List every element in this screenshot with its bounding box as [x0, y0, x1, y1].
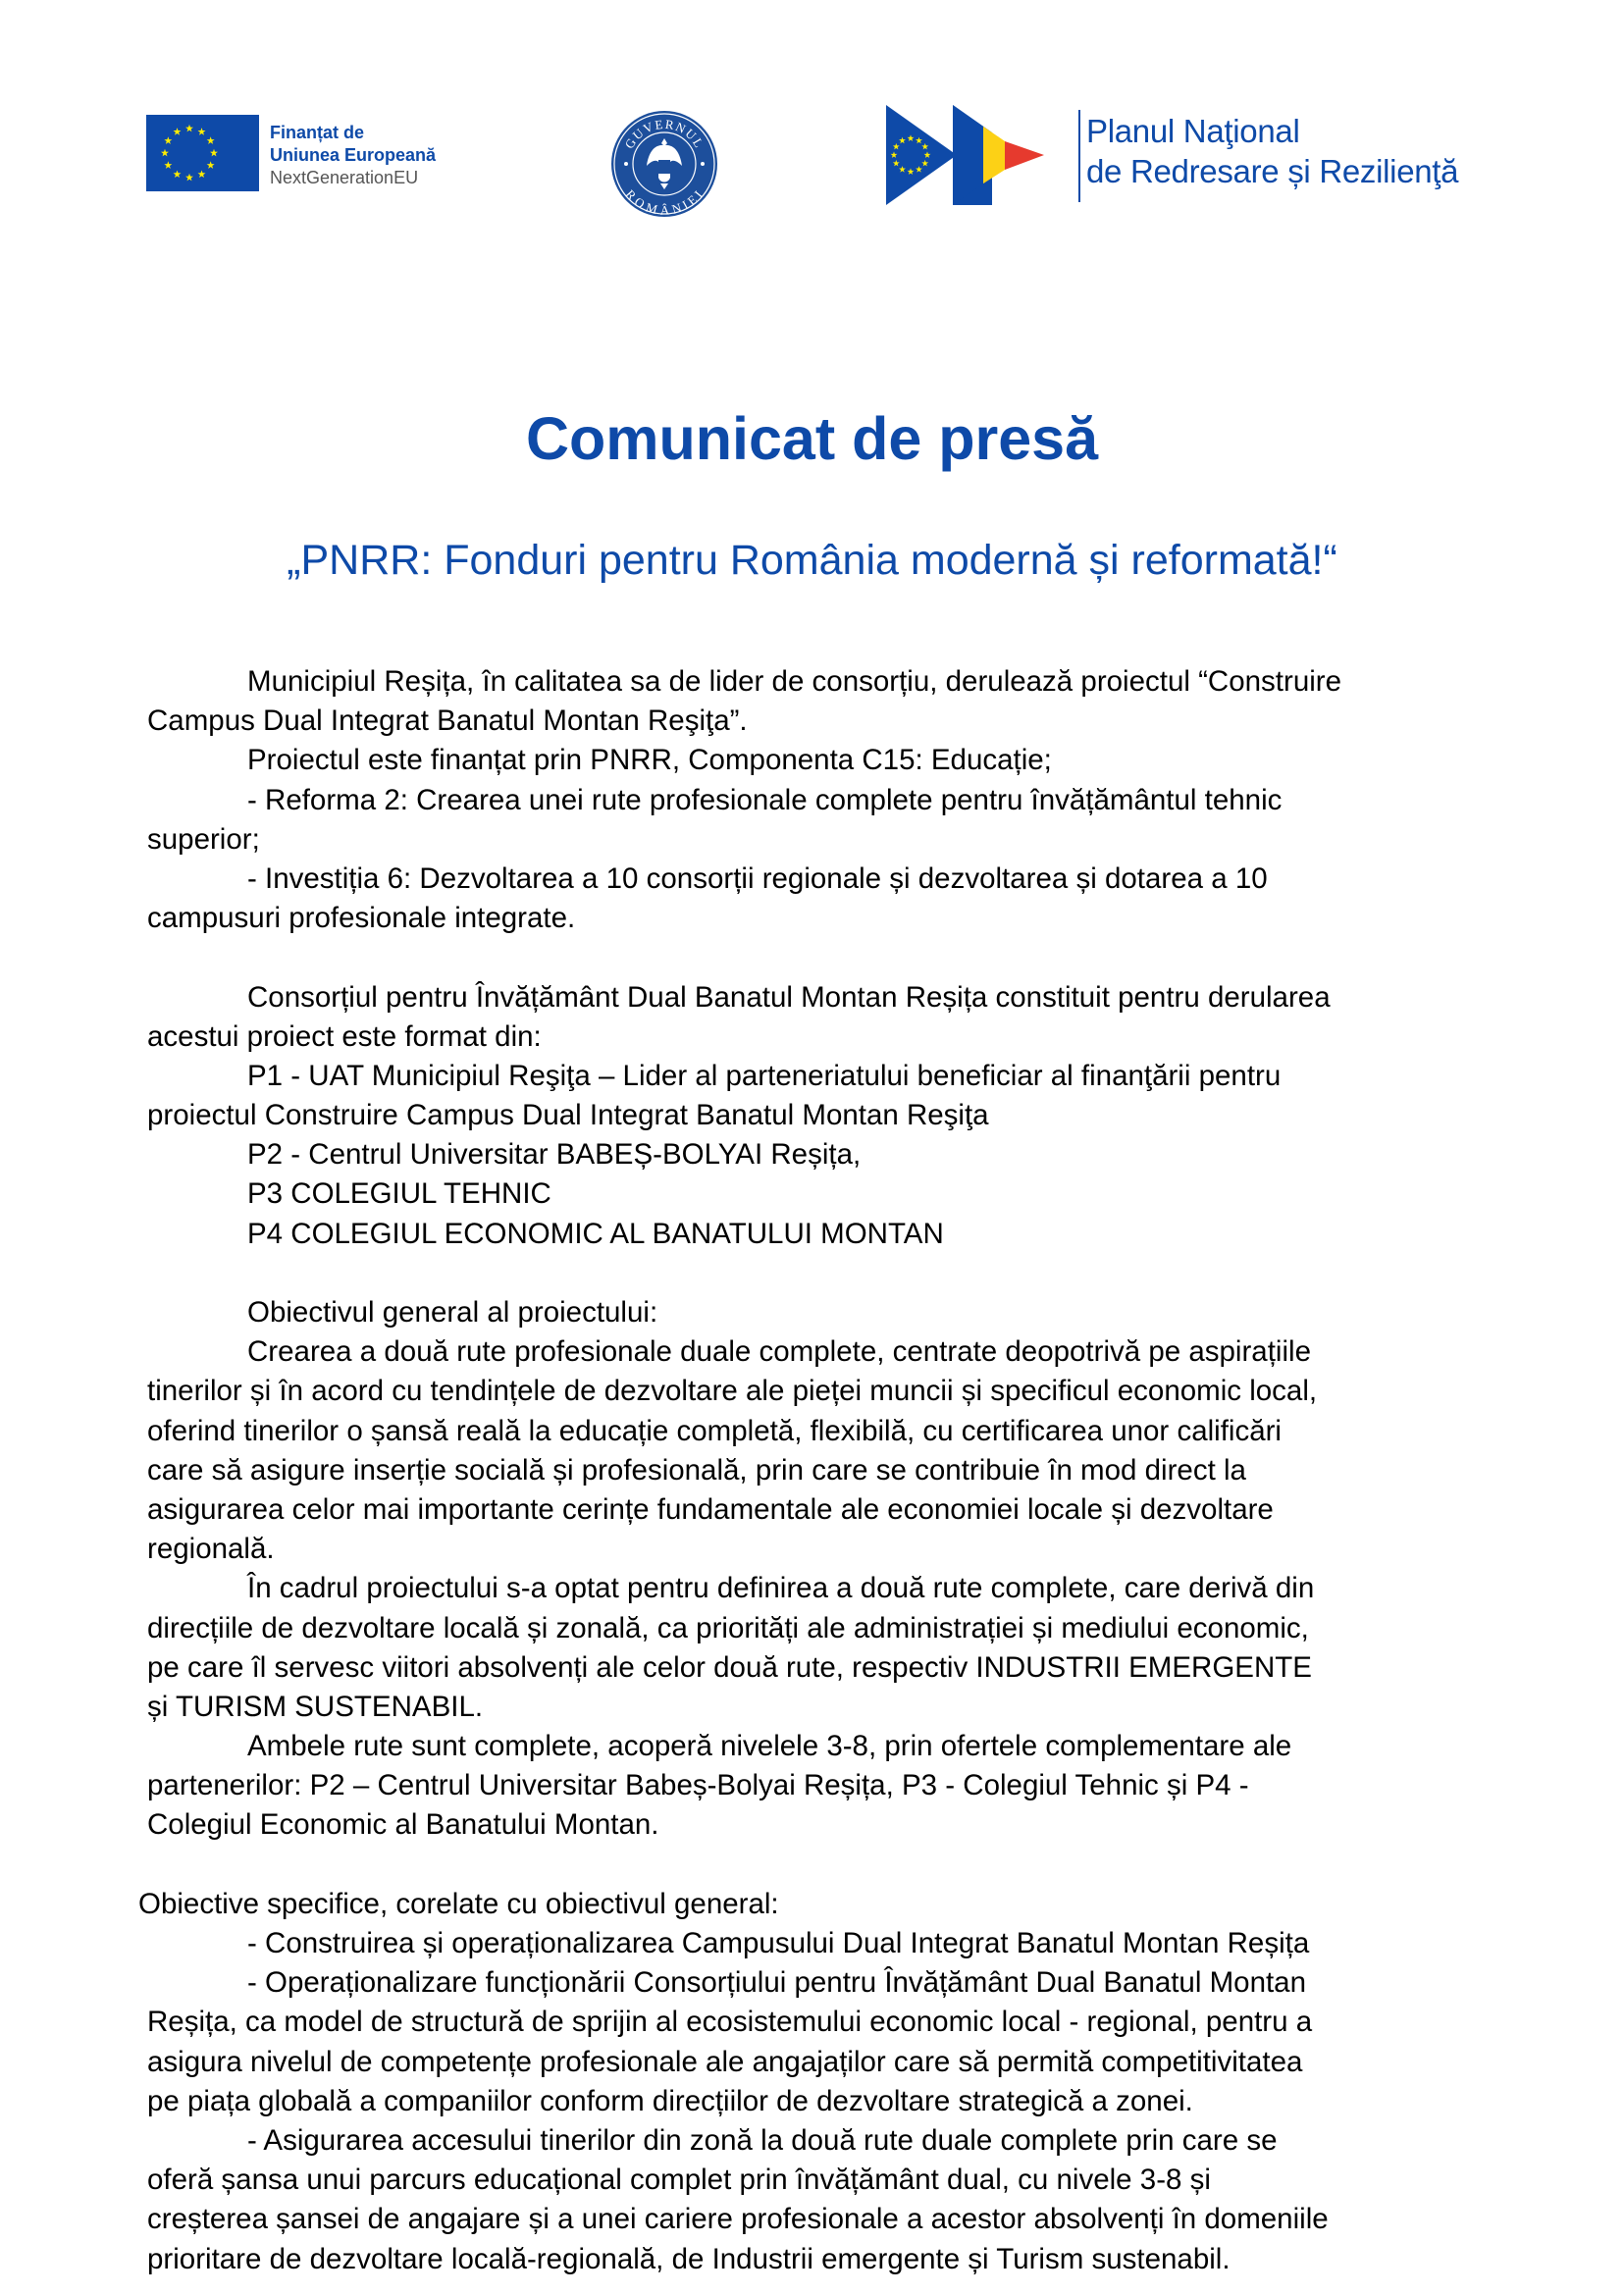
page-subtitle: „PNRR: Fonduri pentru România modernă și reformată!“	[287, 537, 1337, 584]
pnrr-flags-logo	[886, 105, 1068, 205]
paragraph-gap	[147, 938, 1511, 977]
eu-stars-icon	[146, 115, 259, 191]
body-line: Colegiul Economic al Banatului Montan.	[147, 1808, 659, 1842]
star-icon	[185, 174, 193, 182]
body-line: asigura nivelul de competențe profesionale ale angajaților care să permită competitivitatea	[147, 2045, 1303, 2078]
body-line: prioritare de dezvoltare locală-regională, de Industrii emergente și Turism sustenabil.	[147, 2242, 1231, 2275]
body-line: Consorțiul pentru Învățământ Dual Banatul Montan Reșița constituit pentru derularea	[247, 980, 1331, 1014]
seal-top-text: GUVERNUL	[621, 116, 707, 152]
body-line: regională.	[147, 1533, 275, 1566]
star-icon	[207, 136, 215, 144]
body-line: Obiectivul general al proiectului:	[247, 1296, 658, 1329]
eu-flag-logo	[146, 115, 259, 191]
pnrr-divider	[1078, 110, 1080, 202]
star-icon	[198, 128, 206, 135]
body-line: Campus Dual Integrat Banatul Montan Reşiţa”.	[147, 704, 748, 738]
eu-funding-label	[270, 122, 436, 189]
eu-funding-line1: Finanțat de	[270, 123, 365, 142]
eu-arrow-icon	[886, 105, 957, 205]
body-line: superior;	[147, 822, 260, 856]
body-line: Municipiul Reșița, în calitatea sa de lider de consorțiu, derulează proiectul “Construire	[247, 665, 1342, 698]
body-line: - Operaționalizare funcționării Consorțiului pentru Învățământ Dual Banatul Montan	[247, 1966, 1306, 2000]
eu-funding-line2: Uniunea Europeană	[270, 145, 437, 165]
body-line: Obiective specifice, corelate cu obiectivul general:	[138, 1887, 779, 1920]
body-line: acestui proiect este format din:	[147, 1019, 542, 1053]
pnrr-line2: de Redresare și Rezilienţă	[1086, 153, 1459, 189]
paragraph-gap	[147, 1254, 1511, 1293]
body-line: Reșița, ca model de structură de sprijin al ecosistemului economic local - regional, pentru a	[147, 2006, 1313, 2039]
body-line: oferă șansa unui parcurs educațional complet prin învățământ dual, cu nivele 3-8 și	[147, 2164, 1211, 2197]
body-line: În cadrul proiectului s-a optat pentru definirea a două rute complete, care derivă din	[247, 1572, 1315, 1605]
page-title: Comunicat de presă	[525, 405, 1099, 472]
body-line: asigurarea celor mai importante cerințe fundamentale ale economiei locale și dezvoltare	[147, 1492, 1274, 1526]
body-line: P2 - Centrul Universitar BABEȘ-BOLYAI Reșița,	[247, 1138, 862, 1172]
eu-funding-line3: NextGenerationEU	[270, 168, 419, 187]
body-line: - Reforma 2: Crearea unei rute profesionale complete pentru învățământul tehnic	[247, 783, 1283, 816]
body-line: P3 COLEGIUL TEHNIC	[247, 1177, 551, 1211]
seal-bottom-text: ROMÂNIEI	[622, 186, 707, 218]
body-line: - Construirea și operaționalizarea Campusului Dual Integrat Banatul Montan Reșița	[247, 1927, 1310, 1959]
body-line: - Investiția 6: Dezvoltarea a 10 consorții regionale și dezvoltarea și dotarea a 10	[247, 861, 1268, 895]
body-line: care să asigure inserție socială și profesională, prin care se contribuie în mod direct la	[147, 1453, 1246, 1487]
star-icon	[185, 125, 193, 132]
body-line: și TURISM SUSTENABIL.	[147, 1690, 484, 1723]
press-release-body	[138, 662, 1511, 2279]
body-line: P4 COLEGIUL ECONOMIC AL BANATULUI MONTAN	[247, 1217, 944, 1250]
pnrr-line1: Planul Naţional	[1086, 113, 1300, 149]
body-line: Ambele rute sunt complete, acoperă nivelele 3-8, prin ofertele complementare ale	[247, 1730, 1292, 1763]
body-line: campusuri profesionale integrate.	[147, 902, 576, 935]
body-line: P1 - UAT Municipiul Reşiţa – Lider al parteneriatului beneficiar al finanţării pentru	[247, 1059, 1282, 1092]
star-icon	[161, 149, 169, 157]
star-icon	[207, 161, 215, 169]
star-icon	[174, 170, 182, 178]
body-line: Proiectul este finanțat prin PNRR, Componenta C15: Educație;	[247, 744, 1052, 777]
body-line: pe piața globală a companiilor conform direcțiilor de dezvoltare strategică a zonei.	[147, 2084, 1193, 2117]
body-line: oferind tinerilor o șansă reală la educație completă, flexibilă, cu certificarea unor calificări	[147, 1414, 1282, 1447]
government-seal-logo	[609, 109, 719, 219]
pnrr-label	[1086, 111, 1458, 191]
body-line: creșterea șansei de angajare și a unei cariere profesionale a acestor absolvenți în domeniile	[147, 2203, 1329, 2236]
star-icon	[174, 128, 182, 135]
body-line: pe care îl servesc viitori absolvenți ale celor două rute, respectiv INDUSTRII EMERGENTE	[147, 1650, 1312, 1684]
paragraph-gap	[147, 1846, 1511, 1885]
body-line: partenerilor: P2 – Centrul Universitar Babeș-Bolyai Reșița, P3 - Colegiul Tehnic și P4 -	[147, 1769, 1249, 1802]
body-line: - Asigurarea accesului tinerilor din zonă la două rute duale complete prin care se	[247, 2123, 1278, 2157]
star-icon	[210, 149, 218, 157]
body-line: tinerilor și în acord cu tendințele de dezvoltare ale pieței muncii și specificul economic local,	[147, 1375, 1318, 1408]
star-icon	[164, 161, 172, 169]
star-icon	[198, 170, 206, 178]
star-icon	[164, 136, 172, 144]
body-line: proiectul Construire Campus Dual Integrat Banatul Montan Reşiţa	[147, 1099, 989, 1132]
body-line: Crearea a două rute profesionale duale complete, centrate deopotrivă pe aspirațiile	[247, 1335, 1311, 1369]
body-line: direcțiile de dezvoltare locală și zonală, ca priorități ale administrației și mediului economic,	[147, 1611, 1309, 1644]
